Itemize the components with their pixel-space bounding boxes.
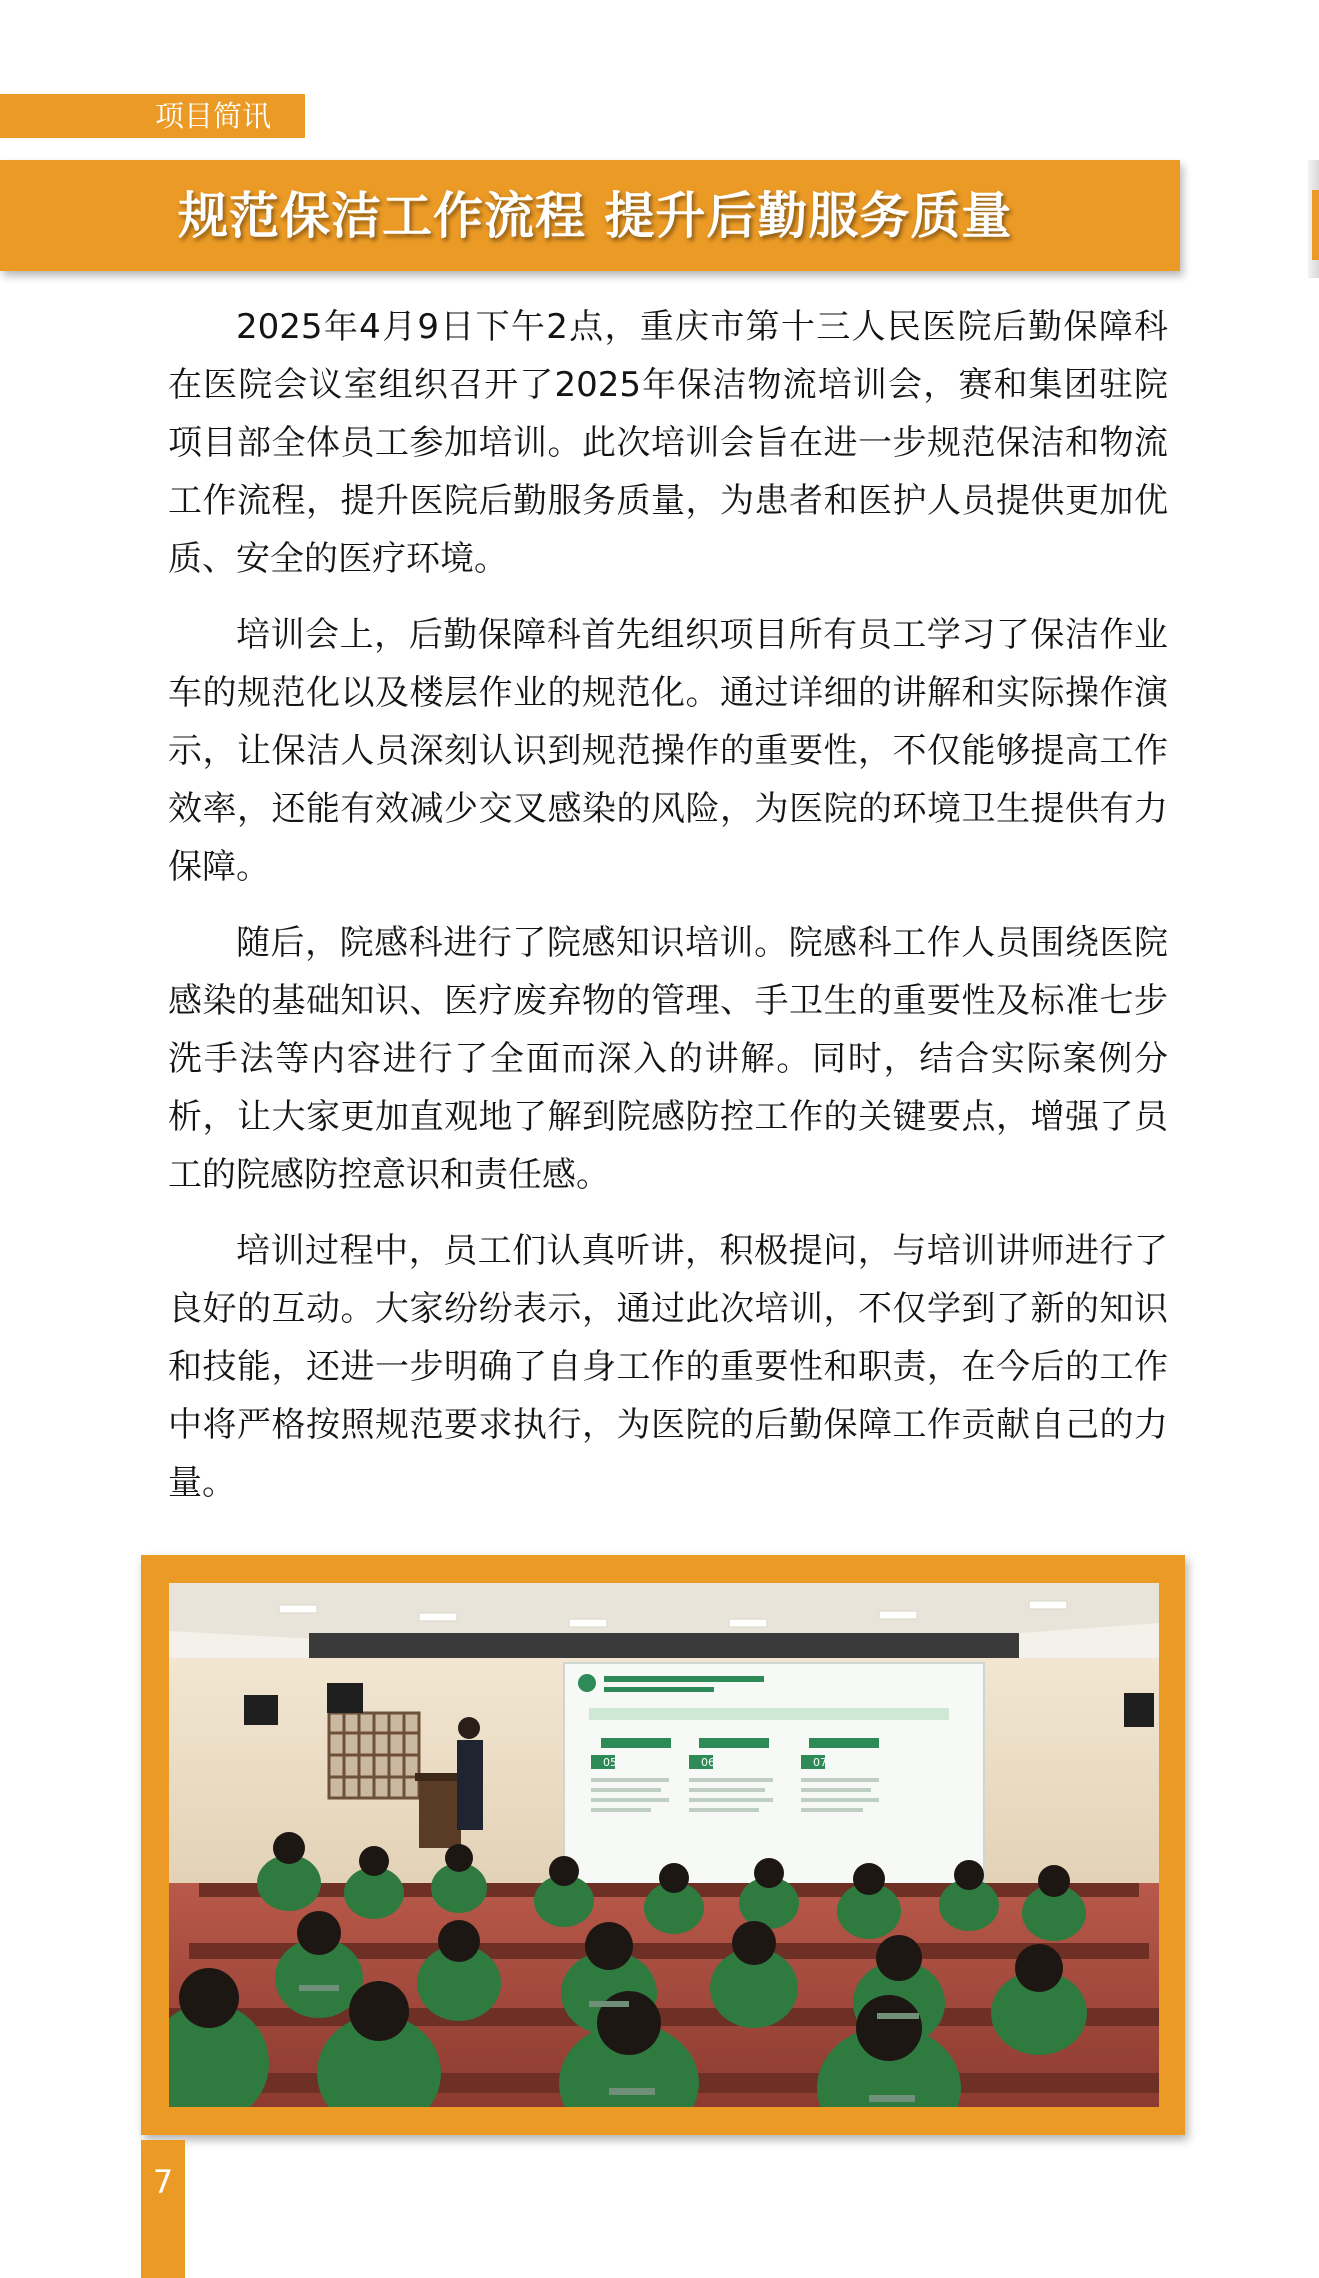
article-title: 规范保洁工作流程 提升后勤服务质量 (178, 186, 1013, 245)
article-paragraph-2: 培训会上，后勤保障科首先组织项目所有员工学习了保洁作业车的规范化以及楼层作业的规范化。通过详细的讲解和实际操作演示，让保洁人员深刻认识到规范操作的重要性，不仅能够提高工作效率，还能有效减少交叉感染的风险，为医院的环境卫生提供有力保障。 (168, 615, 1168, 887)
section-label: 项目简讯 (155, 99, 272, 133)
speaker-body (457, 1740, 483, 1830)
slide-step-number: 06 (701, 1756, 715, 1769)
stage-valance (309, 1633, 1019, 1658)
article-body (168, 298, 1168, 1530)
photo-frame (141, 1555, 1185, 2135)
slide-step-number: 05 (603, 1756, 617, 1769)
wall-tv-right (1124, 1693, 1154, 1727)
page-number-tab (141, 2140, 185, 2278)
slide-step-number: 07 (813, 1756, 827, 1769)
speaker-head (458, 1717, 480, 1739)
section-label-tab (0, 94, 305, 138)
wall-tv-left-2 (327, 1683, 363, 1713)
wall-tv-left (244, 1695, 278, 1725)
title-banner (0, 160, 1180, 271)
next-page-edge-accent (1312, 190, 1319, 260)
next-page-edge (1308, 160, 1319, 278)
podium (419, 1778, 461, 1848)
article-paragraph-3: 随后，院感科进行了院感知识培训。院感科工作人员围绕医院感染的基础知识、医疗废弃物的管理、手卫生的重要性及标准七步洗手法等内容进行了全面而深入的讲解。同时，结合实际案例分析，让大家更加直观地了解到院感防控工作的关键要点，增强了员工的院感防控意识和责任感。 (168, 923, 1168, 1195)
lattice-window-left (329, 1713, 419, 1798)
article-paragraph-4: 培训过程中，员工们认真听讲，积极提问，与培训讲师进行了良好的互动。大家纷纷表示，通过此次培训，不仅学到了新的知识和技能，还进一步明确了自身工作的重要性和职责，在今后的工作中将严格按照规范要求执行，为医院的后勤保障工作贡献自己的力量。 (168, 1231, 1168, 1503)
training-photo (169, 1583, 1159, 2107)
article-paragraph-1: 2025年4月9日下午2点，重庆市第十三人民医院后勤保障科在医院会议室组织召开了2025年保洁物流培训会，赛和集团驻院项目部全体员工参加培训。此次培训会旨在进一步规范保洁和物流工作流程，提升医院后勤服务质量，为患者和医护人员提供更加优质、安全的医疗环境。 (168, 307, 1168, 579)
page-number: 7 (152, 2163, 174, 2201)
